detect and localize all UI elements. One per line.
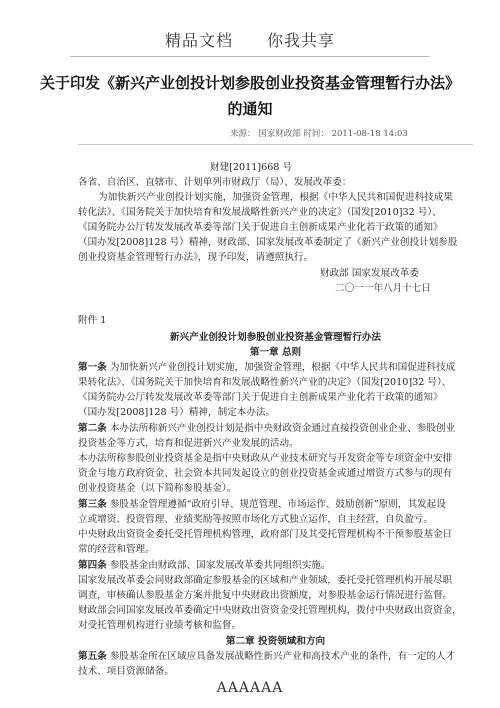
chapter-heading: 第二章 投资领域和方向 — [225, 636, 326, 647]
article-line: 技术、项目资源储备。 — [78, 666, 174, 677]
article-line — [78, 497, 446, 512]
attachment-label: 附件 1 — [78, 315, 107, 326]
header-divider — [70, 56, 430, 57]
article-line: 果转化法》、《国务院关于加快培育和发展战略性新兴产业的决定》（国发[2010]32 号）、 — [78, 377, 452, 388]
article-text: 为加快新兴产业创投计划实施，加强资金管理，根据《中华人民共和国促进科技成 — [109, 362, 456, 373]
article-line — [78, 649, 455, 664]
intro-line: 创业投资基金管理暂行办法》，现予印发，请遵照执行。 — [78, 252, 314, 263]
article-line: 创业投资基金（以下简称参股基金）。 — [78, 483, 237, 494]
page-footer: AAAAAA — [216, 680, 284, 696]
source-line: 来源： 国家财政部 时间： 2011-08-18 14:03 — [230, 129, 408, 139]
article-text: 本办法所称新兴产业创投计划是指中央财政资金通过直接投资创业企业、参股创业 — [109, 423, 456, 434]
intro-line: 转化法》、《国务院关于加快培育和发展战略性新兴产业的决定》（国发[2010]32 号）、 — [78, 207, 442, 218]
page-header — [0, 28, 500, 51]
article-line: 中央财政出资资金委托受托管理机构管理，政府部门及其受托管理机构不干预参股基金日 — [78, 529, 453, 540]
article-label: 第二条 — [78, 423, 107, 434]
article-line — [78, 558, 331, 573]
article-line: 投资基金等方式，培育和促进新兴产业发展的活动。 — [78, 438, 299, 449]
title-line-1: 关于印发《新兴产业创投计划参股创业投资基金管理暂行办法》 — [40, 74, 461, 92]
addressees: 各省、自治区、直辖市、计划单列市财政厅（局）、发展改革委： — [78, 177, 352, 188]
article-label: 第四条 — [78, 560, 107, 571]
chapter-heading: 第一章 总则 — [249, 347, 302, 358]
article-label: 第三条 — [78, 499, 107, 510]
signature-org: 财政部 国家发展改革委 — [320, 268, 419, 279]
header-left: 精品文档 — [164, 31, 233, 50]
title-line-2: 的通知 — [227, 100, 273, 118]
article-line: 调查，审核确认参股基金方案并批复中央财政出资额度，对参股基金运行情况进行监督。 — [78, 590, 453, 601]
article-text: 参股基金由财政部、国家发展改革委共同组织实施。 — [109, 560, 331, 571]
article-line: 财政部会同国家发展改革委确定中央财政出资资金受托管理机构，拨付中央财政出资资金， — [78, 605, 462, 616]
document-title — [40, 70, 460, 122]
article-line: 《国务院办公厅转发发展改革委等部门关于促进自主创新成果产业化若干政策的通知》 — [78, 392, 443, 403]
doc-number: 财建[2011]668 号 — [210, 162, 293, 173]
article-line: 常的经营和管理。 — [78, 544, 155, 555]
article-line — [78, 360, 455, 375]
article-label: 第一条 — [78, 362, 107, 373]
source-divider — [78, 144, 473, 145]
intro-line: 为加快新兴产业创投计划实施，加强资金管理，根据《中华人民共和国促进科技成果 — [98, 192, 453, 203]
intro-line: （国办发[2008]128 号）精神，财政部、国家发展改革委制定了《新兴产业创投计划参股 — [78, 237, 458, 248]
intro-line: 《国务院办公厅转发发展改革委等部门关于促进自主创新成果产业化若干政策的通知》 — [78, 222, 443, 233]
article-line: （国办发[2008]128 号）精神，制定本办法。 — [78, 407, 276, 418]
article-line — [78, 421, 455, 436]
article-line: 本办法所称参股创业投资基金是指中央财政从产业技术研究与开发资金等专项资金中安排 — [78, 453, 453, 464]
article-line: 对受托管理机构进行业绩考核和监督。 — [78, 620, 242, 631]
article-text: 参股基金所在区域应具备发展战略性新兴产业和高技术产业的条件，有一定的人才 — [109, 651, 456, 662]
article-line: 立或增资、投资管理、业绩奖励等按照市场化方式独立运作，自主经营，自负盈亏。 — [78, 514, 433, 525]
article-text: 参股基金管理遵循“政府引导、规范管理、市场运作、鼓励创新”原则，其发起设 — [109, 499, 446, 510]
article-label: 第五条 — [78, 651, 107, 662]
header-right: 你我共享 — [267, 31, 336, 50]
article-line: 国家发展改革委会同财政部确定参股基金的区域和产业领域，委托受托管理机构开展尽职 — [78, 575, 453, 586]
signature-date: 二〇一一年八月十七日 — [335, 283, 431, 294]
article-line: 资金与地方政府资金、社会资本共同发起设立的创业投资基金或通过增资方式参与的现有 — [78, 468, 453, 479]
attachment-title: 新兴产业创投计划参股创业投资基金管理暂行办法 — [169, 332, 382, 343]
